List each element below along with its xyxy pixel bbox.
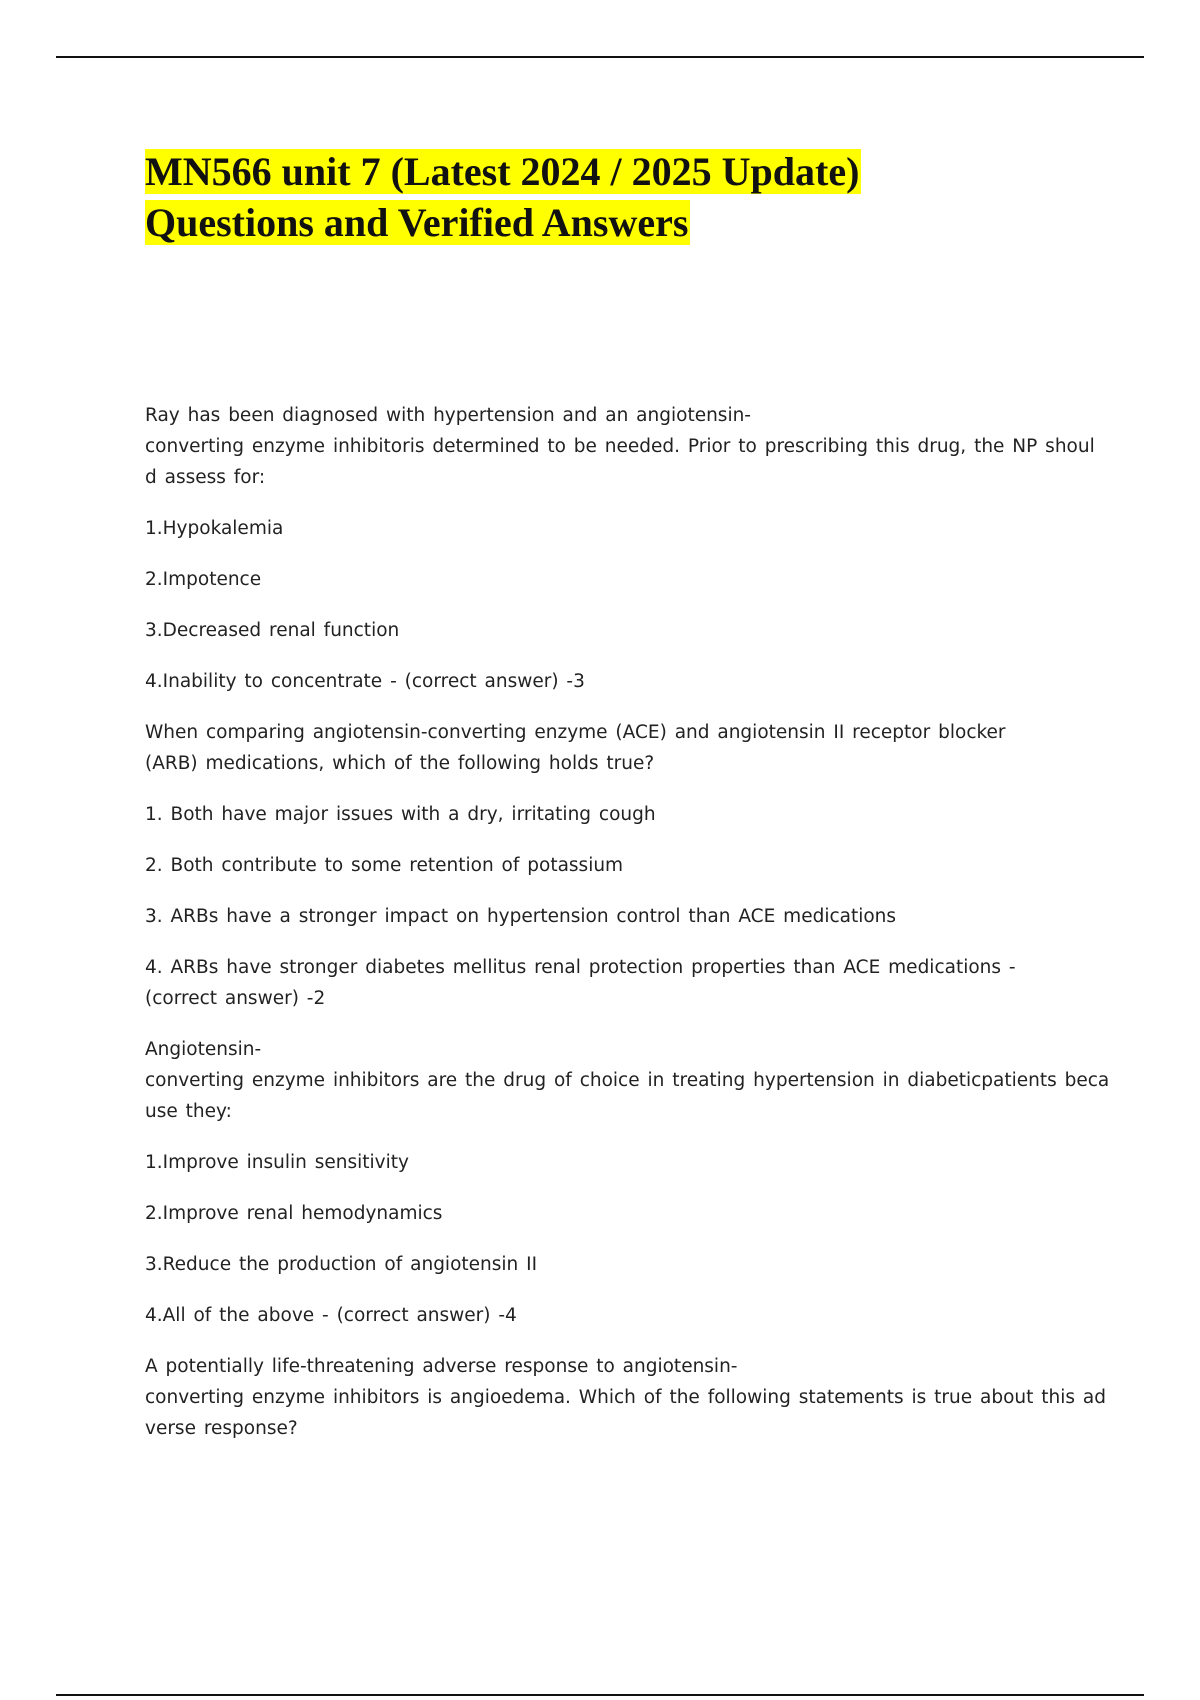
answer-option-line: 2.Improve renal hemodynamics [145,1203,443,1224]
answer-option [145,850,1095,881]
title-line-2: Questions and Verified Answers [145,200,689,245]
question-stem-line: A potentially life-threatening adverse response to angiotensin- [145,1356,738,1377]
answer-option-line: 1.Improve insulin sensitivity [145,1152,409,1173]
question-stem [145,400,1095,493]
answer-option-line: 4. ARBs have stronger diabetes mellitus renal protection properties than ACE medications - [145,957,1016,978]
answer-option-line: (correct answer) -2 [145,988,326,1009]
question-stem-line: Ray has been diagnosed with hypertension and an angiotensin- [145,405,751,426]
answer-option-line: 3. ARBs have a stronger impact on hypertension control than ACE medications [145,906,897,927]
question-stem-line: When comparing angiotensin-converting enzyme (ACE) and angiotensin II receptor blocker [145,722,1006,743]
answer-option-line: 4.Inability to concentrate - (correct answer) -3 [145,671,585,692]
answer-option-line: 3.Reduce the production of angiotensin II [145,1254,538,1275]
answer-option [145,513,1095,544]
question-stem-line: converting enzyme inhibitors is angioedema. Which of the following statements is true about this ad [145,1387,1106,1408]
answer-option-line: 3.Decreased renal function [145,620,400,641]
bottom-rule [56,1694,1144,1696]
top-rule [56,56,1144,58]
answer-option-line: 1. Both have major issues with a dry, irritating cough [145,804,656,825]
answer-option [145,1300,1095,1331]
question-stem-line: verse response? [145,1418,298,1439]
question-stem-line: d assess for: [145,467,266,488]
answer-option [145,901,1095,932]
answer-option-line: 4.All of the above - (correct answer) -4 [145,1305,517,1326]
question-stem [145,1351,1106,1444]
answer-option-line: 1.Hypokalemia [145,518,284,539]
answer-option [145,615,1095,646]
answer-option-line: 2. Both contribute to some retention of potassium [145,855,624,876]
answer-option [145,1147,1095,1178]
answer-option [145,799,1095,830]
question-stem-line: converting enzyme inhibitoris determined to be needed. Prior to prescribing this drug, the NP shoul [145,436,1095,457]
document-title [145,146,1105,248]
answer-option [145,666,1095,697]
questions-body [145,400,1110,1444]
answer-option [145,1249,1095,1280]
answer-option [145,1198,1095,1229]
question-stem-line: use they: [145,1101,232,1122]
answer-option [145,564,1095,595]
title-line-1: MN566 unit 7 (Latest 2024 / 2025 Update) [145,149,860,194]
answer-option-line: 2.Impotence [145,569,262,590]
question-stem-line: Angiotensin- [145,1039,262,1060]
question-stem-line: converting enzyme inhibitors are the drug of choice in treating hypertension in diabeticpatients beca [145,1070,1110,1091]
answer-option [145,952,1095,1014]
question-stem [145,1034,1110,1127]
question-stem [145,717,1095,779]
question-stem-line: (ARB) medications, which of the following holds true? [145,753,655,774]
